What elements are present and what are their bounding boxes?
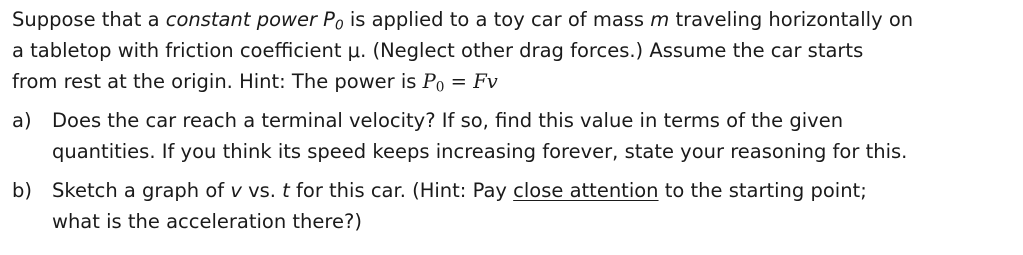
underlined-emphasis: close attention (513, 179, 659, 202)
question-b-line-1: Sketch a graph of v vs. t for this car. (Hint: Pay close attention to the starting point; (52, 179, 867, 202)
question-a-line-2: quantities. If you think its speed keeps increasing forever, state your reasoning for this. (52, 140, 908, 163)
intro-line-2: a tabletop with friction coefficient μ. (Neglect other drag forces.) Assume the car starts (12, 39, 864, 62)
question-a (12, 105, 1017, 167)
question-label: a) (12, 109, 32, 132)
question-b (12, 175, 1017, 237)
problem-document (12, 4, 1017, 245)
power-equation: $P_0 = Fv$ (422, 70, 498, 96)
problem-intro (12, 4, 1017, 97)
intro-line-3: from rest at the origin. Hint: The power is $P_0 = Fv$ (12, 70, 498, 96)
question-a-line-1: Does the car reach a terminal velocity? If so, find this value in terms of the given (52, 109, 844, 132)
question-label: b) (12, 179, 32, 202)
question-b-line-2: what is the acceleration there?) (52, 210, 362, 233)
question-list (12, 105, 1017, 237)
intro-line-1: Suppose that a constant power $P_0$ is applied to a toy car of mass m traveling horizontally on (12, 8, 914, 34)
